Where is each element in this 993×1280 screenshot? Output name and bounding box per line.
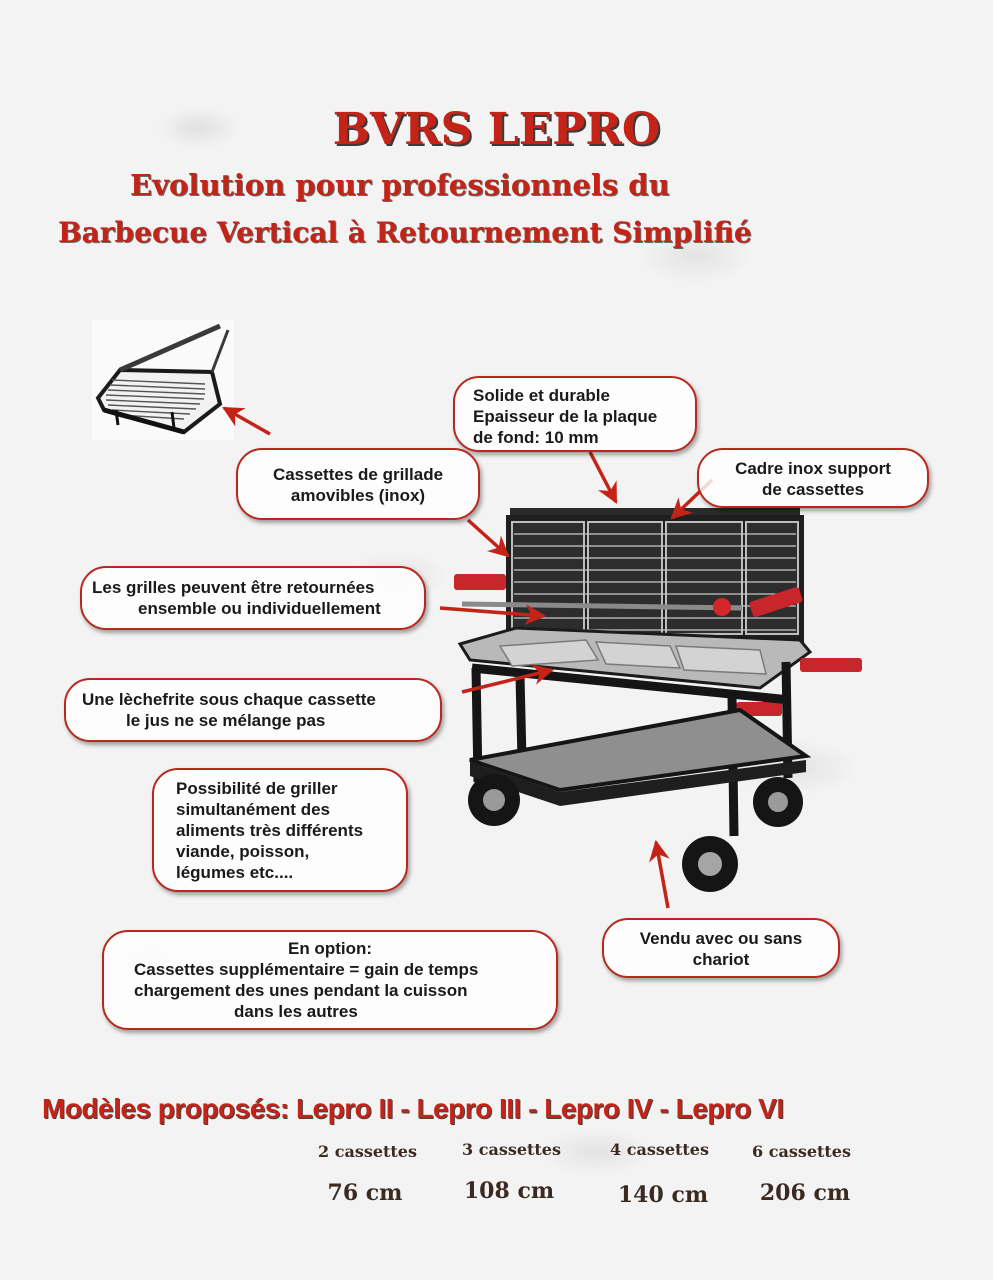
model-4-cassettes: 4 cassettes [610, 1140, 709, 1159]
callout-grilles-line-1: Les grilles peuvent être retournées [92, 578, 375, 597]
subtitle-line-1: Evolution pour professionnels du [130, 168, 670, 202]
callout-cadre-line-1: Cadre inox support [735, 459, 891, 478]
callout-solide [453, 376, 697, 452]
model-3-cassettes: 3 cassettes [462, 1140, 561, 1159]
barbecue-image [454, 508, 862, 892]
callout-cadre [697, 448, 929, 508]
callout-cassettes-line-2: amovibles (inox) [290, 486, 426, 505]
callout-possibilite [152, 768, 408, 892]
callout-solide-line-3: de fond: 10 mm [473, 428, 599, 447]
callout-option-line-2: Cassettes supplémentaire = gain de temps [134, 960, 479, 979]
callout-grilles [80, 566, 426, 630]
callout-solide-line-1: Solide et durable [473, 386, 610, 405]
callout-lechefrite-line-2: le jus ne se mélange pas [126, 711, 326, 730]
callout-option-line-1: En option: [287, 939, 373, 958]
model-6-cassettes: 6 cassettes [752, 1142, 851, 1161]
callout-possibilite-line-3: aliments très différents [176, 821, 364, 840]
callout-cassettes-line-1: Cassettes de grillade [272, 465, 444, 484]
models-heading: Modèles proposés: Lepro II - Lepro III - Lepro IV - Lepro VI [42, 1093, 784, 1124]
callout-solide-line-2: Epaisseur de la plaque [473, 407, 658, 426]
callout-vendu-line-2: chariot [692, 950, 750, 969]
model-3-size: 108 cm [463, 1178, 555, 1204]
callout-possibilite-line-2: simultanément des [176, 800, 330, 819]
callout-lechefrite-line-1: Une lèchefrite sous chaque cassette [82, 690, 376, 709]
callout-option-line-3: chargement des unes pendant la cuisson [134, 981, 468, 1000]
callout-possibilite-line-1: Possibilité de griller [176, 779, 338, 798]
subtitle-line-2: Barbecue Vertical à Retournement Simplifié [58, 216, 752, 249]
page-title: BVRS LEPRO [332, 104, 661, 155]
model-2-cassettes: 2 cassettes [318, 1142, 417, 1161]
callout-possibilite-line-5: légumes etc.... [176, 863, 294, 882]
callout-grilles-line-2: ensemble ou individuellement [138, 599, 381, 618]
callout-vendu [602, 918, 840, 978]
callout-option [102, 930, 558, 1030]
callout-cadre-line-2: de cassettes [761, 480, 865, 499]
callout-vendu-line-1: Vendu avec ou sans [639, 929, 803, 948]
callout-option-line-4: dans les autres [234, 1002, 358, 1021]
callout-possibilite-line-4: viande, poisson, [176, 842, 310, 861]
model-2-size: 76 cm [327, 1180, 403, 1206]
cassette-image [92, 320, 234, 440]
model-6-size: 206 cm [759, 1180, 851, 1206]
model-4-size: 140 cm [617, 1182, 709, 1208]
callout-lechefrite [64, 678, 442, 742]
callout-cassettes [236, 448, 480, 520]
